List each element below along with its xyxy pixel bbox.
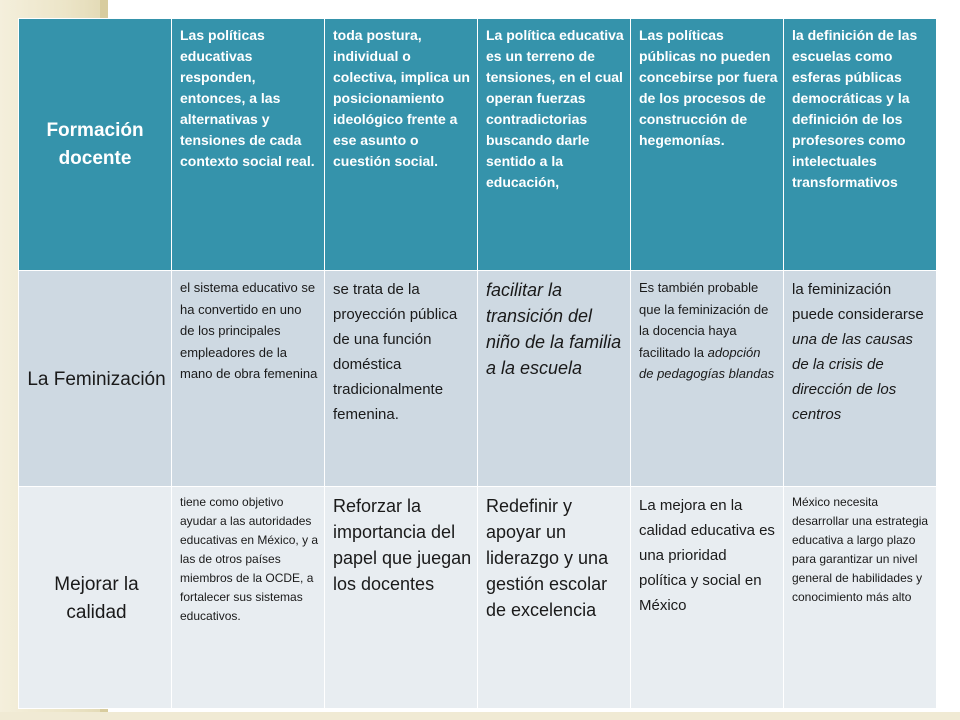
feminizacion-cell-4-emphasis: adopción de pedagogías blandas [639, 344, 775, 381]
calidad-cell-2: Reforzar la importancia del papel que juegan los docentes [325, 487, 478, 709]
header-row [19, 19, 937, 271]
table-row-calidad [19, 487, 937, 709]
calidad-cell-3: Redefinir y apoyar un liderazgo y una gestión escolar de excelencia [478, 487, 631, 709]
table-row-feminizacion [19, 271, 937, 487]
decorative-bottom-band [0, 712, 960, 720]
row-title-calidad: Mejorar la calidad [19, 487, 172, 709]
header-title-cell: Formación docente [19, 19, 172, 271]
calidad-cell-5: México necesita desarrollar una estrategia educativa a largo plazo para garantizar un nivel general de habilidades y conocimiento más alto [784, 487, 937, 709]
calidad-cell-1: tiene como objetivo ayudar a las autoridades educativas en México, y a las de otros países miembros de la OCDE, a fortalecer sus sistemas educativos. [172, 487, 325, 709]
header-cell-1: Las políticas educativas responden, entonces, a las alternativas y tensiones de cada contexto social real. [172, 19, 325, 271]
feminizacion-cell-5 [784, 271, 937, 487]
row-title-feminizacion: La Feminización [19, 271, 172, 487]
feminizacion-cell-2: se trata de la proyección pública de una función doméstica tradicionalmente femenina. [325, 271, 478, 487]
feminizacion-cell-5-text: la feminización puede considerarse [792, 281, 924, 323]
feminizacion-cell-3: facilitar la transición del niño de la familia a la escuela [478, 271, 631, 487]
calidad-cell-4: La mejora en la calidad educativa es una prioridad política y social en México [631, 487, 784, 709]
header-cell-3: La política educativa es un terreno de tensiones, en el cual operan fuerzas contradictorias buscando darle sentido a la educación, [478, 19, 631, 271]
feminizacion-cell-4-text: Es también probable que la feminización de la docencia haya facilitado la [639, 280, 769, 360]
comparison-table [18, 18, 937, 709]
feminizacion-cell-5-emphasis: una de las causas de la crisis de dirección de los centros [792, 331, 913, 423]
header-cell-2: toda postura, individual o colectiva, implica un posicionamiento ideológico frente a ese asunto o cuestión social. [325, 19, 478, 271]
header-cell-4: Las políticas públicas no pueden concebirse por fuera de los procesos de construcción de hegemonías. [631, 19, 784, 271]
feminizacion-cell-1: el sistema educativo se ha convertido en uno de los principales empleadores de la mano de obra femenina [172, 271, 325, 487]
header-cell-5: la definición de las escuelas como esferas públicas democráticas y la definición de los profesores como intelectuales transformativos [784, 19, 937, 271]
feminizacion-cell-4 [631, 271, 784, 487]
